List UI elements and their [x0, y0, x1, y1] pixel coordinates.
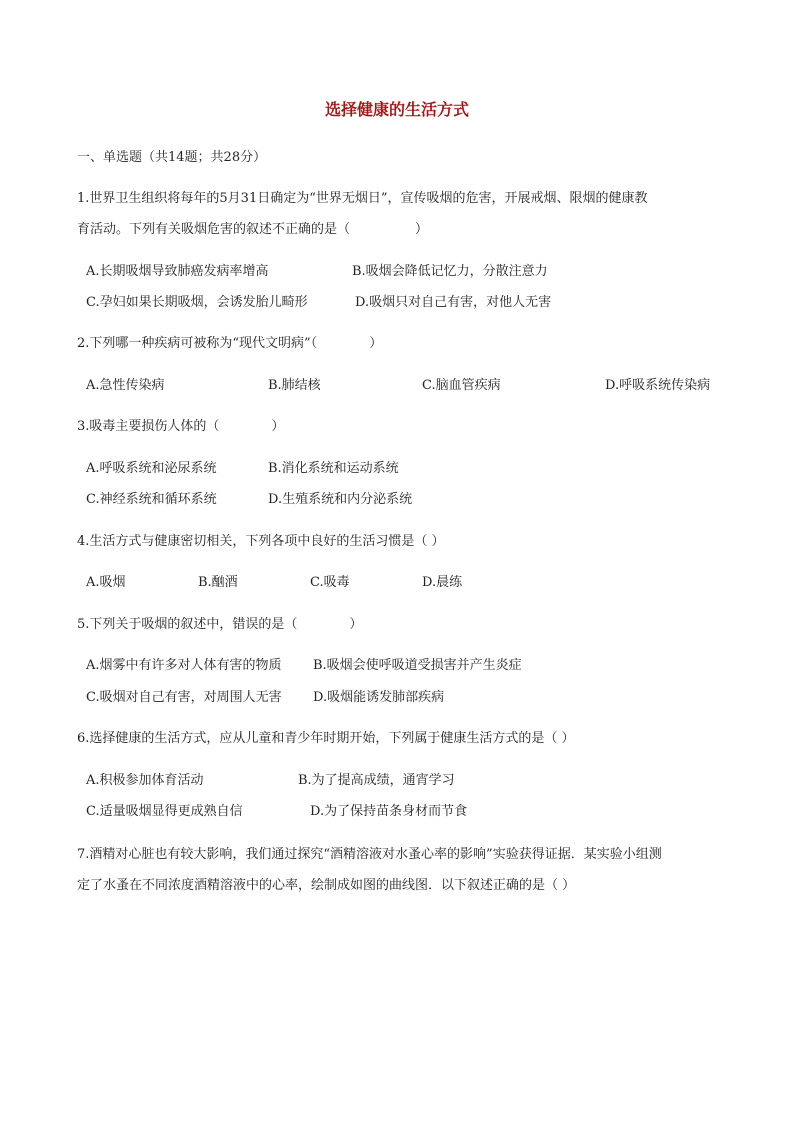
question-2-option-b[interactable]: B.肺结核 [268, 378, 321, 393]
question-4-line-1: 4.生活方式与健康密切相关，下列各项中良好的生活习惯是（ ） [77, 534, 445, 549]
question-6-option-c[interactable]: C.适量吸烟显得更成熟自信 [86, 804, 243, 819]
question-6-option-d[interactable]: D.为了保持苗条身材而节食 [310, 804, 468, 819]
question-2-line-1: 2.下列哪一种疾病可被称为“现代文明病”（ ） [77, 336, 383, 351]
question-3-line-1: 3.吸毒主要损伤人体的（ ） [77, 419, 285, 434]
question-5-option-c[interactable]: C.吸烟对自己有害，对周围人无害 [86, 690, 282, 705]
section-heading: 一、单选题（共14题；共28分） [77, 150, 267, 165]
question-4-option-d[interactable]: D.晨练 [422, 575, 463, 590]
question-4-option-c[interactable]: C.吸毒 [310, 575, 350, 590]
question-3-option-b[interactable]: B.消化系统和运动系统 [268, 461, 399, 476]
question-2-option-a[interactable]: A.急性传染病 [86, 378, 165, 393]
question-3-option-d[interactable]: D.生殖系统和内分泌系统 [268, 492, 413, 507]
question-2-option-d[interactable]: D.呼吸系统传染病 [605, 378, 711, 393]
question-1-line-1: 1.世界卫生组织将每年的5月31日确定为“世界无烟日”，宣传吸烟的危害，开展戒烟、限烟的健康教 [77, 191, 648, 206]
question-3-option-c[interactable]: C.神经系统和循环系统 [86, 492, 217, 507]
question-1-option-c[interactable]: C.孕妇如果长期吸烟，会诱发胎儿畸形 [86, 295, 308, 310]
question-3-option-a[interactable]: A.呼吸系统和泌尿系统 [86, 461, 217, 476]
question-1-line-2: 育活动。下列有关吸烟危害的叙述不正确的是（ ） [77, 222, 429, 237]
question-6-line-1: 6.选择健康的生活方式，应从儿童和青少年时期开始，下列属于健康生活方式的是（ ） [77, 731, 575, 746]
question-6-option-a[interactable]: A.积极参加体育活动 [86, 773, 204, 788]
question-6-option-b[interactable]: B.为了提高成绩，通宵学习 [298, 773, 455, 788]
question-5-option-b[interactable]: B.吸烟会使呼吸道受损害并产生炎症 [313, 658, 522, 673]
question-2-option-c[interactable]: C.脑血管疾病 [422, 378, 501, 393]
question-5-line-1: 5.下列关于吸烟的叙述中，错误的是（ ） [77, 617, 363, 632]
question-4-option-a[interactable]: A.吸烟 [86, 575, 126, 590]
question-4-option-b[interactable]: B.酗酒 [198, 575, 238, 590]
question-7-line-1: 7.酒精对心脏也有较大影响，我们通过探究“酒精溶液对水蚤心率的影响”实验获得证据．某实验小组测 [77, 847, 662, 862]
question-5-option-a[interactable]: A.烟雾中有许多对人体有害的物质 [86, 658, 282, 673]
question-1-option-d[interactable]: D.吸烟只对自己有害，对他人无害 [355, 295, 552, 310]
page-title: 选择健康的生活方式 [324, 100, 469, 119]
question-1-option-a[interactable]: A.长期吸烟导致肺癌发病率增高 [86, 264, 269, 279]
question-1-option-b[interactable]: B.吸烟会降低记忆力，分散注意力 [352, 264, 548, 279]
question-7-line-2: 定了水蚤在不同浓度酒精溶液中的心率，绘制成如图的曲线图．以下叙述正确的是（ ） [77, 878, 576, 893]
question-5-option-d[interactable]: D.吸烟能诱发肺部疾病 [313, 690, 445, 705]
